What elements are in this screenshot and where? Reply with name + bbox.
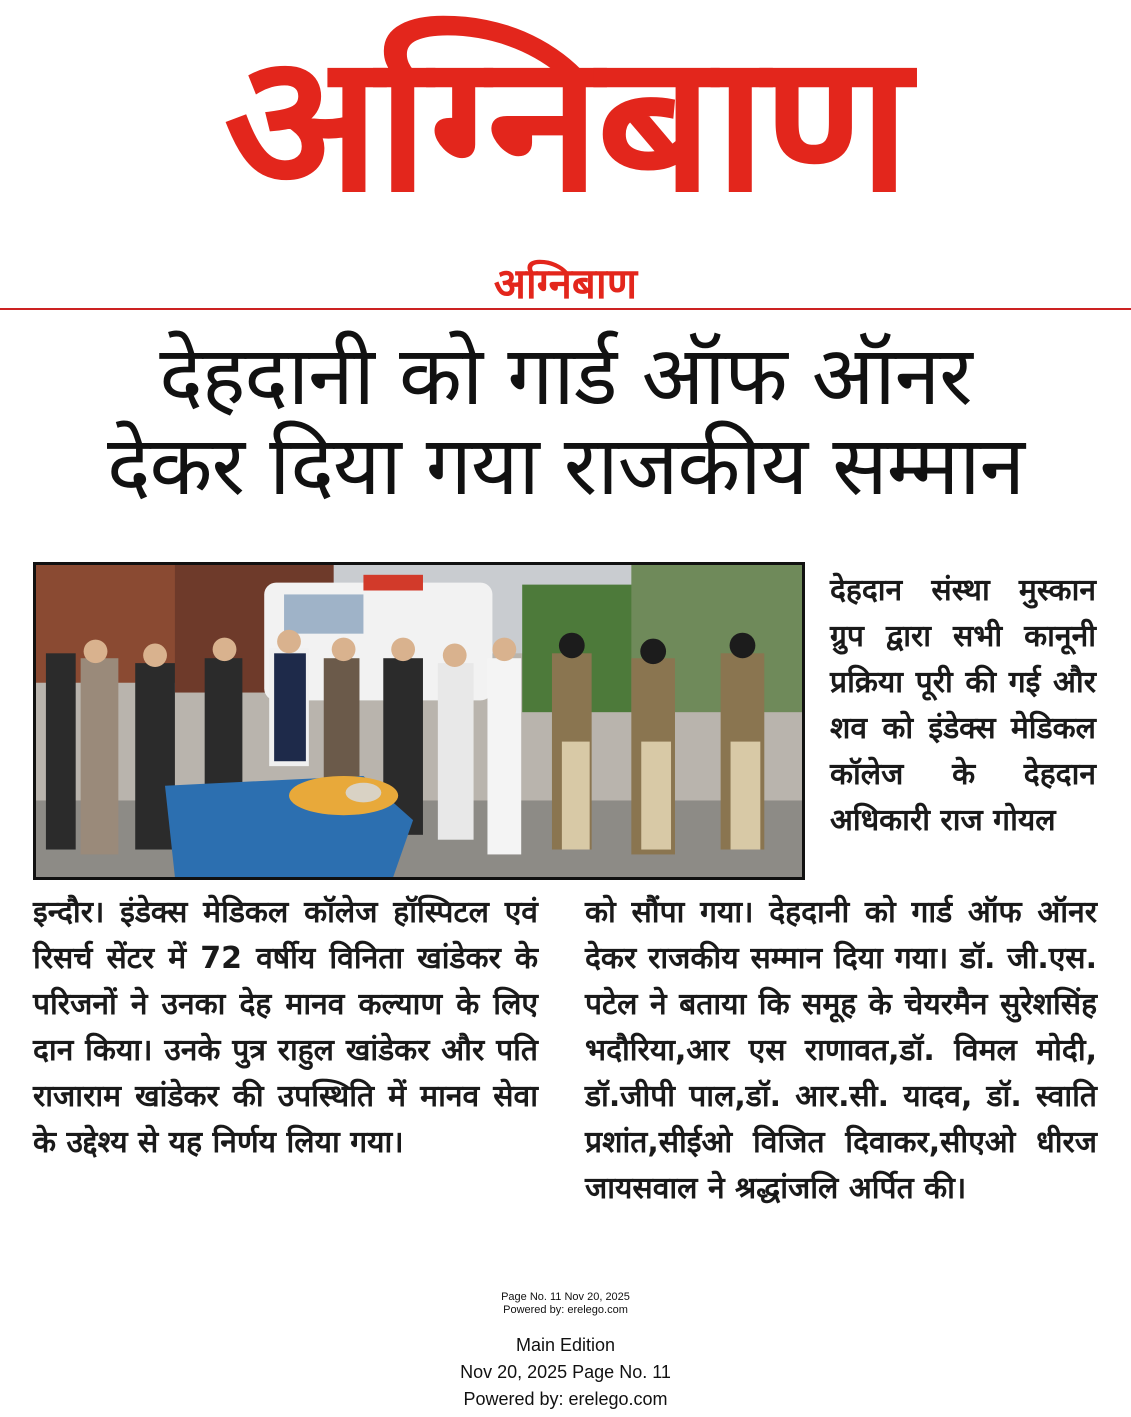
footer-date-page: Nov 20, 2025 Page No. 11 <box>460 1362 671 1382</box>
masthead <box>0 8 1131 238</box>
footer-small <box>0 1291 1131 1317</box>
sub-logo: अग्निबाण <box>493 259 638 308</box>
news-photo-illustration <box>36 565 802 877</box>
footer-small-line-2: Powered by: erelego.com <box>503 1304 628 1316</box>
article-column-left: इन्दौर। इंडेक्स मेडिकल कॉलेज हॉस्पिटल एवं रिसर्च सेंटर में 72 वर्षीय विनिता खांडेकर के परिजनों ने उनका देह मानव कल्याण के लिए दान किया। उनके पुत्र राहुल खांडेकर और पति राजाराम खांडेकर की उपस्थिति में मानव सेवा के उद्देश्य से यह निर्णय लिया गया। <box>33 895 538 1160</box>
footer-edition: Main Edition <box>515 1335 616 1355</box>
footer-small-line-1: Page No. 11 Nov 20, 2025 <box>501 1291 630 1303</box>
headline <box>0 329 1131 514</box>
news-photo <box>33 562 805 880</box>
article-column-right: को सौंपा गया। देहदानी को गार्ड ऑफ ऑनर देकर राजकीय सम्मान दिया गया। डॉ. जी.एस. पटेल ने बताया कि समूह के चेयरमैन सुरेशसिंह भदौरिया,आर एस राणावत,डॉ. विमल मोदी, डॉ.जीपी पाल,डॉ. आर.सी. यादव, डॉ. स्वाति प्रशांत,सीईओ विजित दिवाकर,सीएओ धीरज जायसवाल ने श्रद्धांजलि अर्पित की। <box>585 895 1097 1206</box>
headline-line-2: देकर दिया गया राजकीय सम्मान <box>107 419 1024 514</box>
footer-edition-info <box>0 1332 1131 1413</box>
newspaper-logo: अग्निबाण <box>224 11 907 234</box>
footer-powered: Powered by: erelego.com <box>463 1389 668 1409</box>
article-column-right-top: देहदान संस्था मुस्कान ग्रुप द्वारा सभी कानूनी प्रक्रिया पूरी की गई और शव को इंडेक्स मेडिकल कॉलेज के देहदान अधिकारी राज गोयल <box>830 573 1096 838</box>
headline-line-1: देहदानी को गार्ड ऑफ ऑनर <box>159 329 972 424</box>
header-divider <box>0 308 1131 310</box>
